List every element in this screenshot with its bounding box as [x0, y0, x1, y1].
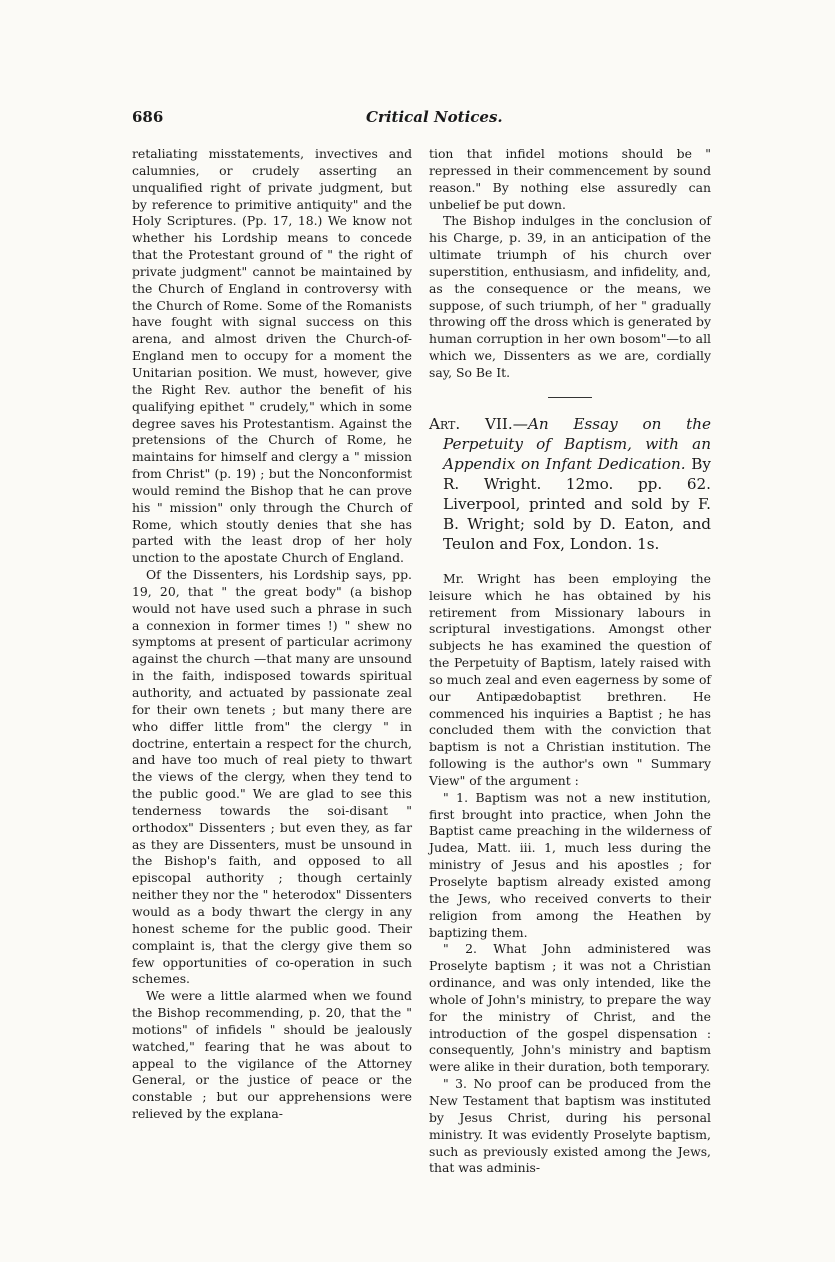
- running-title: Critical Notices.: [366, 108, 503, 126]
- paragraph: The Bishop indulges in the conclusion of his Charge, p. 39, in an anticipation of the ultimate triumph of his church over superstition, enthusiasm, and infidelity, and, as the consequence or the means, we suppose, of such triumph, of her " gradually throwing off the dross which is generated by human corruption in her own bosom"—to all which we, Dissenters as we are, cordially say, So Be It.: [429, 213, 711, 380]
- paragraph: " 1. Baptism was not a new institution, first brought into practice, when John the Baptist came preaching in the wilderness of Judea, Matt. iii. 1, much less during the ministry of Jesus and his apostles ; for Proselyte baptism already existed among the Jews, who received converts to their religion from among the Heathen by baptizing them.: [429, 789, 711, 940]
- page-number: 686: [132, 108, 164, 126]
- paragraph: Mr. Wright has been employing the leisure which he has obtained by his retirement from Missionary labours in scriptural investigations. Amongst other subjects he has examined the question of the Perpetuity of Baptism, lately raised with so much zeal and even eagerness by some of our Antipædobaptist brethren. He commenced his inquiries a Baptist ; he has concluded them with the conviction that baptism is not a Christian institution. The following is the author's own " Summary View" of the argument :: [429, 570, 711, 788]
- article-details: By R. Wright. 12mo. pp. 62. Liverpool, printed and sold by F. B. Wright; sold by D. Eaton, and Teulon and Fox, London. 1s.: [443, 454, 712, 553]
- paragraph: tion that infidel motions should be " repressed in their commencement by sound reason." By nothing else assuredly can unbelief be put down.: [429, 146, 711, 212]
- article-heading: [429, 414, 711, 554]
- paragraph: retaliating misstatements, invectives and calumnies, or crudely asserting an unqualified right of private judgment, but by reference to primitive antiquity" and the Holy Scriptures. (Pp. 17, 18.) We know not whether his Lordship means to concede that the Protestant ground of " the right of private judgment" cannot be maintained by the Church of England in controversy with the Church of Rome. Some of the Romanists have fought with signal success on this arena, and almost driven the Church-of-England men to occupy for a moment the Unitarian position. We must, however, give the Right Rev. author the benefit of his qualifying epithet " crudely," which in some degree saves his Protestantism. Against the pretensions of the Church of Rome, he maintains for himself and clergy a " mission from Christ" (p. 19) ; but the Nonconformist would remind the Bishop that he can prove his " mission" only through the Church of Rome, which stoutly denies that she has parted with the least drop of her holy unction to the apostate Church of England.: [132, 146, 412, 566]
- paragraph: We were a little alarmed when we found the Bishop recommending, p. 20, that the " motions" of infidels " should be jealously watched," fearing that he was about to appeal to the vigilance of the Attorney General, or the justice of peace or the constable ; but our apprehensions were relieved by the explana-: [132, 988, 412, 1122]
- paragraph: " 2. What John administered was Proselyte baptism ; it was not a Christian ordinance, and was only intended, like the whole of John's ministry, to prepare the way for the ministry of Christ, and the introduction of the gospel dispensation : consequently, John's ministry and baptism were alike in their duration, both temporary.: [429, 941, 711, 1075]
- article-title: —An Essay on the Perpetuity of Baptism, with an Appendix on Infant Dedication.: [443, 414, 711, 473]
- paragraph: Of the Dissenters, his Lordship says, pp. 19, 20, that " the great body" (a bishop would not have used such a phrase in such a connexion in former times !) " shew no symptoms at present of particular acrimony against the church —that many are unsound in the faith, indisposed towards spiritual authority, and actuated by passionate zeal for their own tenets ; but many there are who differ little from" the clergy " in doctrine, entertain a respect for the church, and have too much of real piety to thwart the views of the clergy, when they tend to the public good." We are glad to see this tenderness towards the soi-disant " orthodox" Dissenters ; but even they, as far as they are Dissenters, must be unsound in the Bishop's faith, and opposed to all episcopal authority ; though certainly neither they nor the " heterodox" Dissenters would as a body thwart the clergy in any honest scheme for the public good. Their complaint is, that the clergy give them so few opportunities of co-operation in such schemes.: [132, 567, 412, 987]
- article-label: Art. VII.: [429, 414, 513, 433]
- right-column: [429, 146, 711, 1177]
- section-divider: [548, 397, 592, 398]
- paragraph: " 3. No proof can be produced from the New Testament that baptism was instituted by Jesus Christ, during his personal ministry. It was evidently Proselyte baptism, such as previously existed among the Jews, that was adminis-: [429, 1076, 711, 1176]
- left-column: [132, 146, 412, 1123]
